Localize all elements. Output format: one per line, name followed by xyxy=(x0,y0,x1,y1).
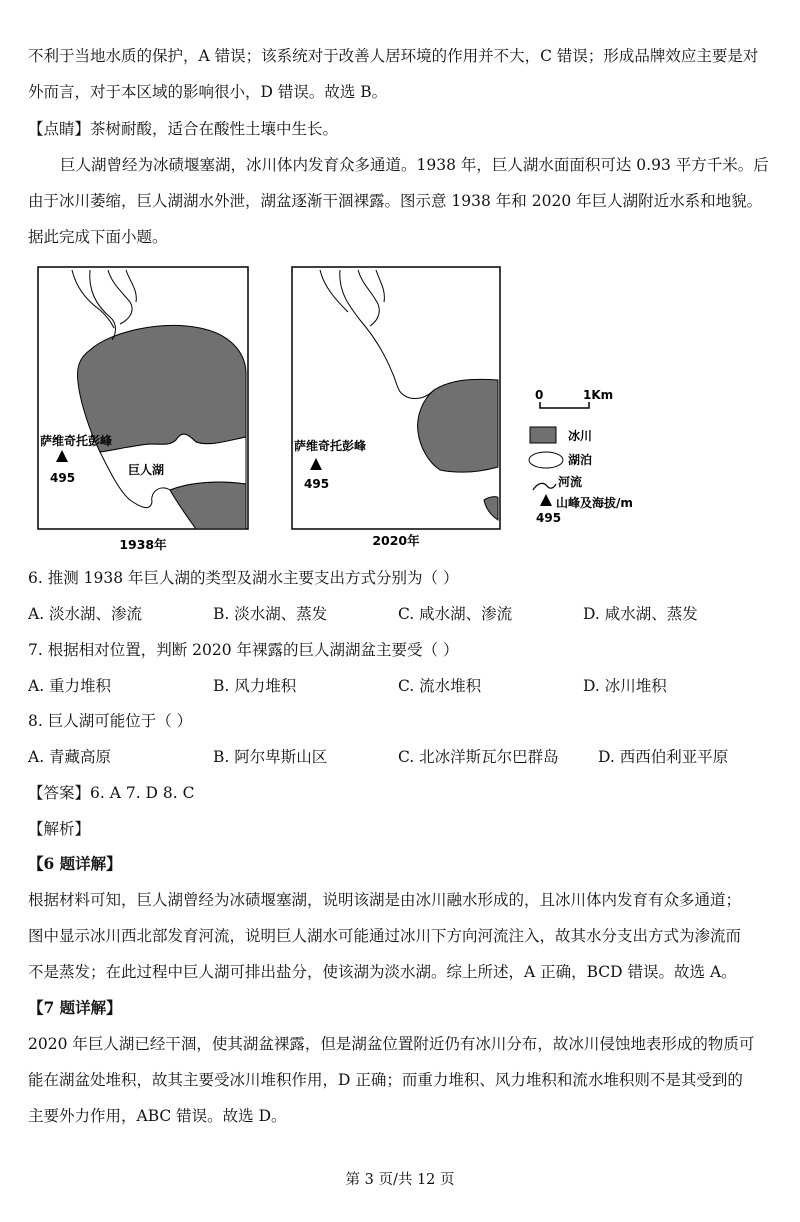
legend-peak-sample: 495 xyxy=(536,511,562,525)
paragraph-line: 外而言，对于本区域的影响很小，D 错误。故选 B。 xyxy=(28,83,388,101)
answer-line: 【答案】6. A 7. D 8. C xyxy=(28,784,195,802)
option-a: A. 青藏高原 xyxy=(28,748,112,766)
option-c: C. 流水堆积 xyxy=(398,677,482,695)
option-b: B. 阿尔卑斯山区 xyxy=(213,748,328,766)
q6-detail-title: 【6 题详解】 xyxy=(28,854,122,873)
q6-detail-line: 根据材料可知，巨人湖曾经为冰碛堰塞湖，说明该湖是由冰川融水形成的，且冰川体内发育有众多通道； xyxy=(28,891,742,909)
map-1938 xyxy=(38,267,248,552)
intro-line: 据此完成下面小题。 xyxy=(28,228,168,246)
option-b: B. 风力堆积 xyxy=(213,677,297,695)
legend-peak-icon xyxy=(540,494,552,506)
map-1938-caption: 1938年 xyxy=(119,537,167,552)
legend-glacier-swatch xyxy=(530,427,556,443)
analysis-label: 【解析】 xyxy=(28,820,91,838)
q7-detail-line: 2020 年巨人湖已经干涸，使其湖盆裸露，但是湖盆位置附近仍有冰川分布，故冰川侵蚀地表形成的物质可 xyxy=(28,1035,755,1053)
option-c: C. 北冰洋斯瓦尔巴群岛 xyxy=(398,748,559,766)
question-stem: 8. 巨人湖可能位于（ ） xyxy=(28,712,193,730)
map-2020 xyxy=(292,267,500,548)
option-a: A. 淡水湖、渗流 xyxy=(28,605,143,623)
q6-detail-line: 不是蒸发；在此过程中巨人湖可排出盐分，使该湖为淡水湖。综上所述，A 正确，BCD 错误。故选 A。 xyxy=(28,963,737,981)
q7-detail-line: 能在湖盆处堆积，故其主要受冰川堆积作用，D 正确；而重力堆积、风力堆积和流水堆积则不是其受到的 xyxy=(28,1071,743,1089)
peak-elevation: 495 xyxy=(304,477,330,491)
peak-name: 萨维奇托彭峰 xyxy=(294,439,367,453)
scale-bar xyxy=(540,402,589,408)
legend-peak-label: 山峰及海拔/m xyxy=(556,496,633,510)
intro-line: 由于冰川萎缩，巨人湖湖水外泄，湖盆逐渐干涸裸露。图示意 1938 年和 2020 年巨人湖附近水系和地貌。 xyxy=(28,192,763,210)
lake-label: 巨人湖 xyxy=(128,463,165,477)
q7-detail-title: 【7 题详解】 xyxy=(28,998,122,1017)
q7-detail-line: 主要外力作用，ABC 错误。故选 D。 xyxy=(28,1107,287,1125)
legend-lake-label: 湖泊 xyxy=(568,453,593,467)
map-2020-caption: 2020年 xyxy=(372,533,420,548)
intro-line: 巨人湖曾经为冰碛堰塞湖，冰川体内发育众多通道。1938 年，巨人湖水面面积可达 0.93 平方千米。后 xyxy=(60,156,769,174)
scale-start: 0 xyxy=(535,388,544,402)
option-c: C. 咸水湖、渗流 xyxy=(398,605,513,623)
legend-river-swatch xyxy=(533,483,556,490)
legend xyxy=(529,388,633,525)
dianjing-note: 【点睛】茶树耐酸，适合在酸性土壤中生长。 xyxy=(28,120,339,138)
option-d: D. 咸水湖、蒸发 xyxy=(583,605,698,623)
peak-elevation: 495 xyxy=(50,471,76,485)
q6-detail-line: 图中显示冰川西北部发育河流，说明巨人湖水可能通过冰川下方向河流注入，故其水分支出方式为渗流而 xyxy=(28,927,742,945)
legend-river-label: 河流 xyxy=(558,475,583,489)
peak-name: 萨维奇托彭峰 xyxy=(40,434,113,448)
question-stem: 6. 推测 1938 年巨人湖的类型及湖水主要支出方式分别为（ ） xyxy=(28,569,459,587)
paragraph-line: 不利于当地水质的保护，A 错误；该系统对于改善人居环境的作用并不大，C 错误；形成品牌效应主要是对 xyxy=(28,47,759,65)
option-a: A. 重力堆积 xyxy=(28,677,112,695)
page-footer: 第 3 页/共 12 页 xyxy=(345,1172,455,1188)
map-figure xyxy=(0,262,800,562)
legend-glacier-label: 冰川 xyxy=(568,429,593,443)
option-b: B. 淡水湖、蒸发 xyxy=(213,605,328,623)
option-d: D. 西西伯利亚平原 xyxy=(598,748,729,766)
question-stem: 7. 根据相对位置，判断 2020 年裸露的巨人湖湖盆主要受（ ） xyxy=(28,641,459,659)
legend-lake-swatch xyxy=(529,452,563,468)
scale-end: 1Km xyxy=(583,388,614,402)
option-d: D. 冰川堆积 xyxy=(583,677,667,695)
